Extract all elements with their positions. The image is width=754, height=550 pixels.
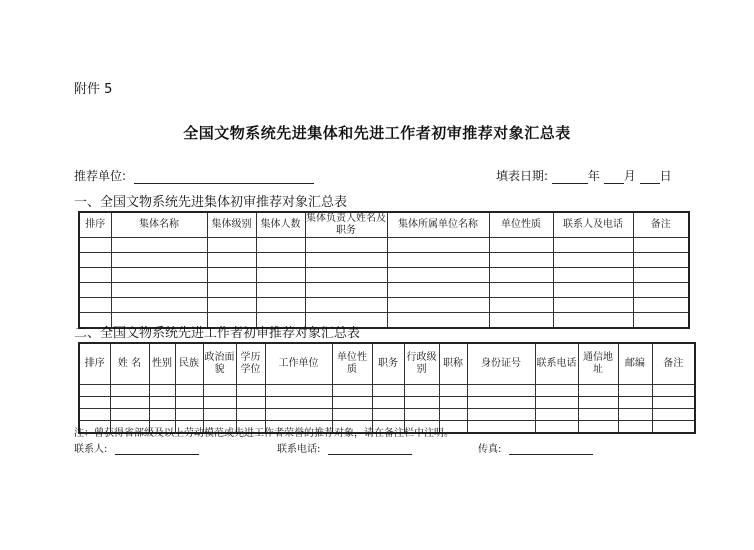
worker-table [78, 342, 696, 434]
col-header: 身份证号 [467, 343, 535, 385]
col-header: 集体负责人姓名及职务 [306, 213, 386, 236]
col-header: 集体人数 [256, 212, 305, 238]
col-header: 工作单位 [265, 343, 332, 385]
col-header: 职称 [439, 343, 467, 385]
col-header: 排序 [79, 343, 110, 385]
date-month-label: 月 [623, 169, 636, 183]
recommend-unit-blank[interactable] [134, 171, 314, 184]
col-header: 联系电话 [535, 343, 578, 385]
table-row [79, 253, 689, 268]
section1-title: 一、全国文物系统先进集体初审推荐对象汇总表 [74, 195, 348, 210]
table-row [79, 409, 695, 421]
fill-date-label: 填表日期: [496, 169, 549, 183]
contact-phone-field [277, 440, 412, 455]
contact-phone-blank[interactable] [328, 442, 412, 455]
col-header: 排序 [79, 212, 111, 238]
col-header: 备注 [652, 343, 695, 385]
table-row [79, 397, 695, 409]
footnote: 注：曾获得省部级及以上劳动模范或先进工作者荣誉的推荐对象，请在备注栏中注明。 [74, 428, 454, 439]
fill-date-field [496, 167, 672, 184]
recommend-unit-field [74, 167, 314, 184]
contact-person-blank[interactable] [115, 442, 199, 455]
col-header: 单位性质 [489, 212, 553, 238]
col-header: 通信地址 [578, 343, 618, 385]
date-year-label: 年 [587, 169, 600, 183]
table-row [79, 298, 689, 313]
col-header: 邮编 [618, 343, 652, 385]
fax-blank[interactable] [509, 442, 593, 455]
col-header: 职务 [372, 343, 404, 385]
fax-label: 传真: [478, 444, 502, 455]
table-row [79, 385, 695, 397]
page-title: 全国文物系统先进集体和先进工作者初审推荐对象汇总表 [183, 124, 571, 142]
fax-field [478, 440, 593, 455]
date-month-blank[interactable] [604, 171, 624, 184]
col-header: 联系人及电话 [553, 212, 633, 238]
col-header: 集体名称 [111, 212, 207, 238]
date-day-label: 日 [659, 169, 672, 183]
table-row [79, 268, 689, 283]
col-header: 行政级别 [404, 343, 439, 385]
col-header: 单位性质 [332, 343, 372, 385]
contact-person-label: 联系人: [74, 444, 108, 455]
table-row [79, 283, 689, 298]
col-header: 性别 [149, 343, 175, 385]
section2-title: 二、全国文物系统先进工作者初审推荐对象汇总表 [74, 326, 361, 341]
worker-table-header [79, 343, 695, 385]
col-header: 民族 [175, 343, 203, 385]
col-header: 政治面貌 [203, 343, 236, 385]
date-year-blank[interactable] [552, 171, 588, 184]
col-header: 集体所属单位名称 [387, 212, 489, 238]
table-row [79, 238, 689, 253]
collective-table [78, 211, 690, 329]
col-header: 备注 [633, 212, 689, 238]
contact-person-field [74, 440, 199, 455]
col-header: 集体级别 [207, 212, 256, 238]
collective-table-header [79, 212, 689, 238]
contact-phone-label: 联系电话: [277, 444, 321, 455]
col-header: 姓 名 [110, 343, 149, 385]
date-day-blank[interactable] [640, 171, 660, 184]
recommend-unit-label: 推荐单位: [74, 169, 127, 183]
attachment-label: 附件 5 [74, 82, 113, 97]
col-header: 学历学位 [236, 343, 265, 385]
